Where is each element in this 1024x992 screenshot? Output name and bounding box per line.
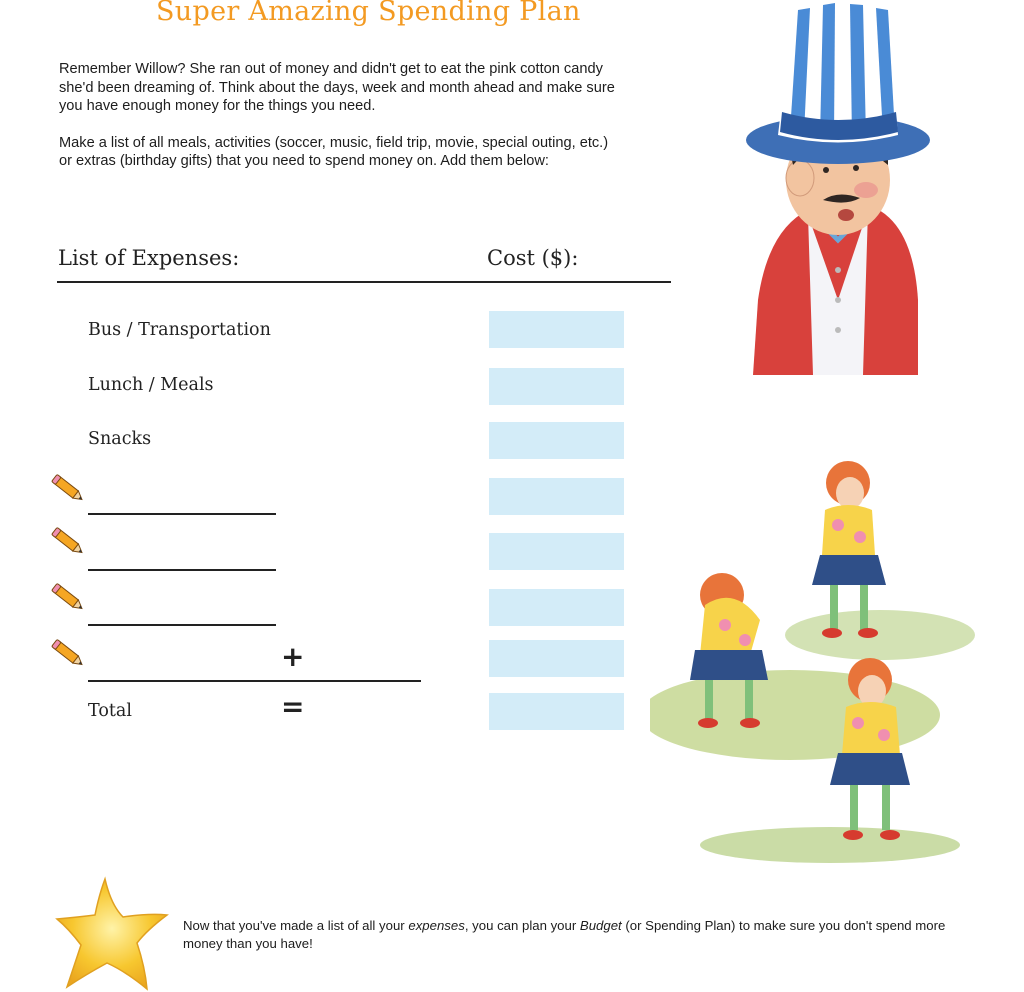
footer-text-part-3: (or Spending Plan) to make sure you don't spend more money than you have! xyxy=(183,918,946,951)
willow-illustration xyxy=(650,455,980,865)
expense-label-snacks: Snacks xyxy=(88,429,152,449)
total-label: Total xyxy=(88,701,132,721)
footer-text-part-2: , you can plan your xyxy=(464,918,580,933)
cost-box-lunch[interactable] xyxy=(489,368,624,405)
write-in-line-4[interactable] xyxy=(88,680,421,682)
footer-text-part-1: Now that you've made a list of all your xyxy=(183,918,409,933)
write-in-line-3[interactable] xyxy=(88,624,276,626)
pencil-icon xyxy=(49,525,89,561)
intro-paragraph-2: Make a list of all meals, activities (soccer, music, field trip, movie, special outing, etc.) or extras (birthday gifts) that you need to spend money on. Add them below: xyxy=(59,134,609,169)
star-icon xyxy=(55,875,175,992)
cost-box-write-in-1[interactable] xyxy=(489,478,624,515)
cost-box-snacks[interactable] xyxy=(489,422,624,459)
cost-box-bus[interactable] xyxy=(489,311,624,348)
footer-expenses-emphasis: expenses xyxy=(408,918,465,933)
heading-rule xyxy=(57,281,671,283)
cost-box-total[interactable] xyxy=(489,693,624,730)
intro-paragraph-1: Remember Willow? She ran out of money and didn't get to eat the pink cotton candy she'd been dreaming of. Think about the days, week and month ahead and make sure you have enough money for the things you need. xyxy=(59,61,615,114)
write-in-line-2[interactable] xyxy=(88,569,276,571)
intro-text xyxy=(59,60,719,189)
expense-label-lunch: Lunch / Meals xyxy=(88,375,214,395)
plus-sign: + xyxy=(281,640,305,673)
page-title: Super Amazing Spending Plan xyxy=(156,0,581,27)
footer-budget-emphasis: Budget xyxy=(579,918,622,933)
write-in-line-1[interactable] xyxy=(88,513,276,515)
pencil-icon xyxy=(49,637,89,673)
expense-label-bus: Bus / Transportation xyxy=(88,320,271,340)
pencil-icon xyxy=(49,472,89,508)
ringmaster-illustration xyxy=(738,0,938,380)
cost-heading: Cost ($): xyxy=(487,246,579,270)
equals-sign: = xyxy=(281,690,305,723)
cost-box-write-in-4[interactable] xyxy=(489,640,624,677)
pencil-icon xyxy=(49,581,89,617)
cost-box-write-in-3[interactable] xyxy=(489,589,624,626)
expenses-heading: List of Expenses: xyxy=(58,246,240,270)
footer-text xyxy=(183,917,973,952)
cost-box-write-in-2[interactable] xyxy=(489,533,624,570)
